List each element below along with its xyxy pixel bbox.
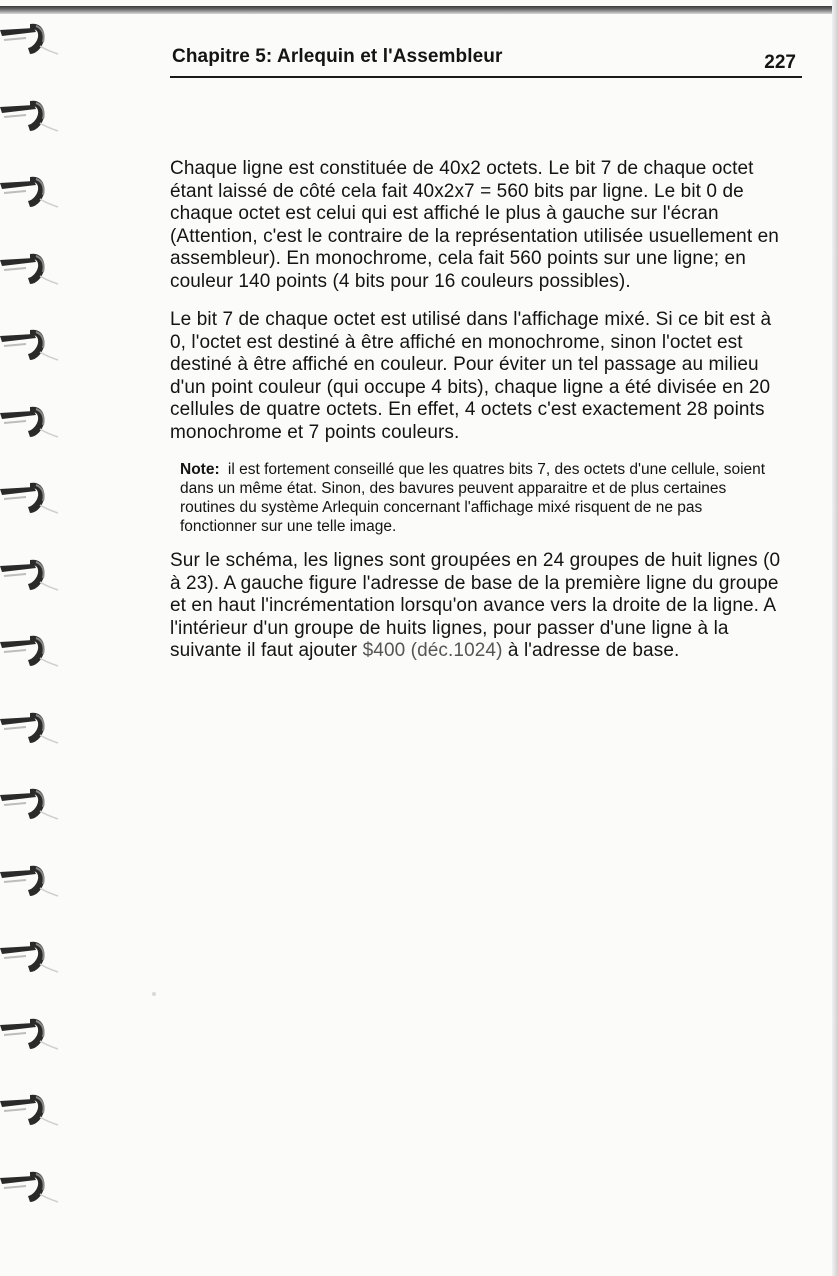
note-label: Note: [180,461,220,478]
spiral-ring-icon [0,552,64,596]
paragraph-mixed-display: Le bit 7 de chaque octet est utilisé dans l'affichage mixé. Si ce bit est à 0, l'octet est destiné à être affiché en monochrome, sinon l'octet est destiné à être affiché en couleur. Pour éviter un tel passage au milieu d'un point couleur (qui occupe 4 bits), chaque ligne a été divisée en 20 cellules de quatre octets. En effet, 4 octets c'est exactement 28 points monochrome et 7 points couleurs. [170,309,772,443]
paragraph-schema [170,550,790,663]
spiral-ring-icon [0,322,64,366]
page-number: 227 [764,52,796,73]
spiral-ring-icon [0,169,64,213]
spiral-ring-icon [0,475,64,519]
spiral-ring-icon [0,858,64,902]
paragraph-display-structure: Chaque ligne est constituée de 40x2 octets. Le bit 7 de chaque octet étant laissé de côté cela fait 40x2x7 = 560 bits par ligne. Le bit 0 de chaque octet est celui qui est affiché le plus à gauche sur l'écran (Attention, c'est le contraire de la représentation utilisée usuellement en assembleur). En monochrome, cela fait 560 points sur une ligne; en couleur 140 points (4 bits pour 16 couleurs possibles). [170,158,779,292]
spiral-ring-icon [0,934,64,978]
spiral-ring-icon [0,399,64,443]
paragraph-schema-start: Sur le schéma, les lignes sont groupées en 24 groupes de huit lignes (0 à 23). A gauche figure l'adresse de base de la première ligne du groupe et en haut l'incrémentation lorsqu'on avance vers la droite de la ligne. A l'intérieur d'un groupe de huits lignes, pour passer d'une ligne à la suivante il faut ajouter [170,550,781,661]
note-text: il est fortement conseillé que les quatres bits 7, des octets d'une cellule, soient dans un même état. Sinon, des bavures peuvent apparaitre et de plus certaines routines du système Arlequin concernant l'affichage mixé risquent de ne pas fonctionner sur une telle image. [180,461,766,535]
chapter-title: Chapitre 5: Arlequin et l'Assembleur [172,46,503,67]
spiral-ring-icon [0,93,64,137]
spiral-ring-icon [0,1164,64,1208]
note-block [180,460,780,536]
page-header [172,46,800,80]
page-right-edge [832,0,838,1276]
page-body [170,158,790,679]
spiral-ring-icon [0,781,64,825]
spiral-ring-icon [0,1087,64,1131]
spiral-ring-icon [0,705,64,749]
spiral-ring-icon [0,16,64,60]
address-increment-value: $400 (déc.1024) [362,640,503,661]
spiral-ring-icon [0,628,64,672]
spiral-ring-icon [0,246,64,290]
page-top-edge [0,6,838,14]
spiral-binding [0,0,70,1276]
paragraph-schema-end: à l'adresse de base. [507,640,680,661]
paper-smudge [152,992,156,996]
spiral-ring-icon [0,1011,64,1055]
header-rule [170,76,802,78]
